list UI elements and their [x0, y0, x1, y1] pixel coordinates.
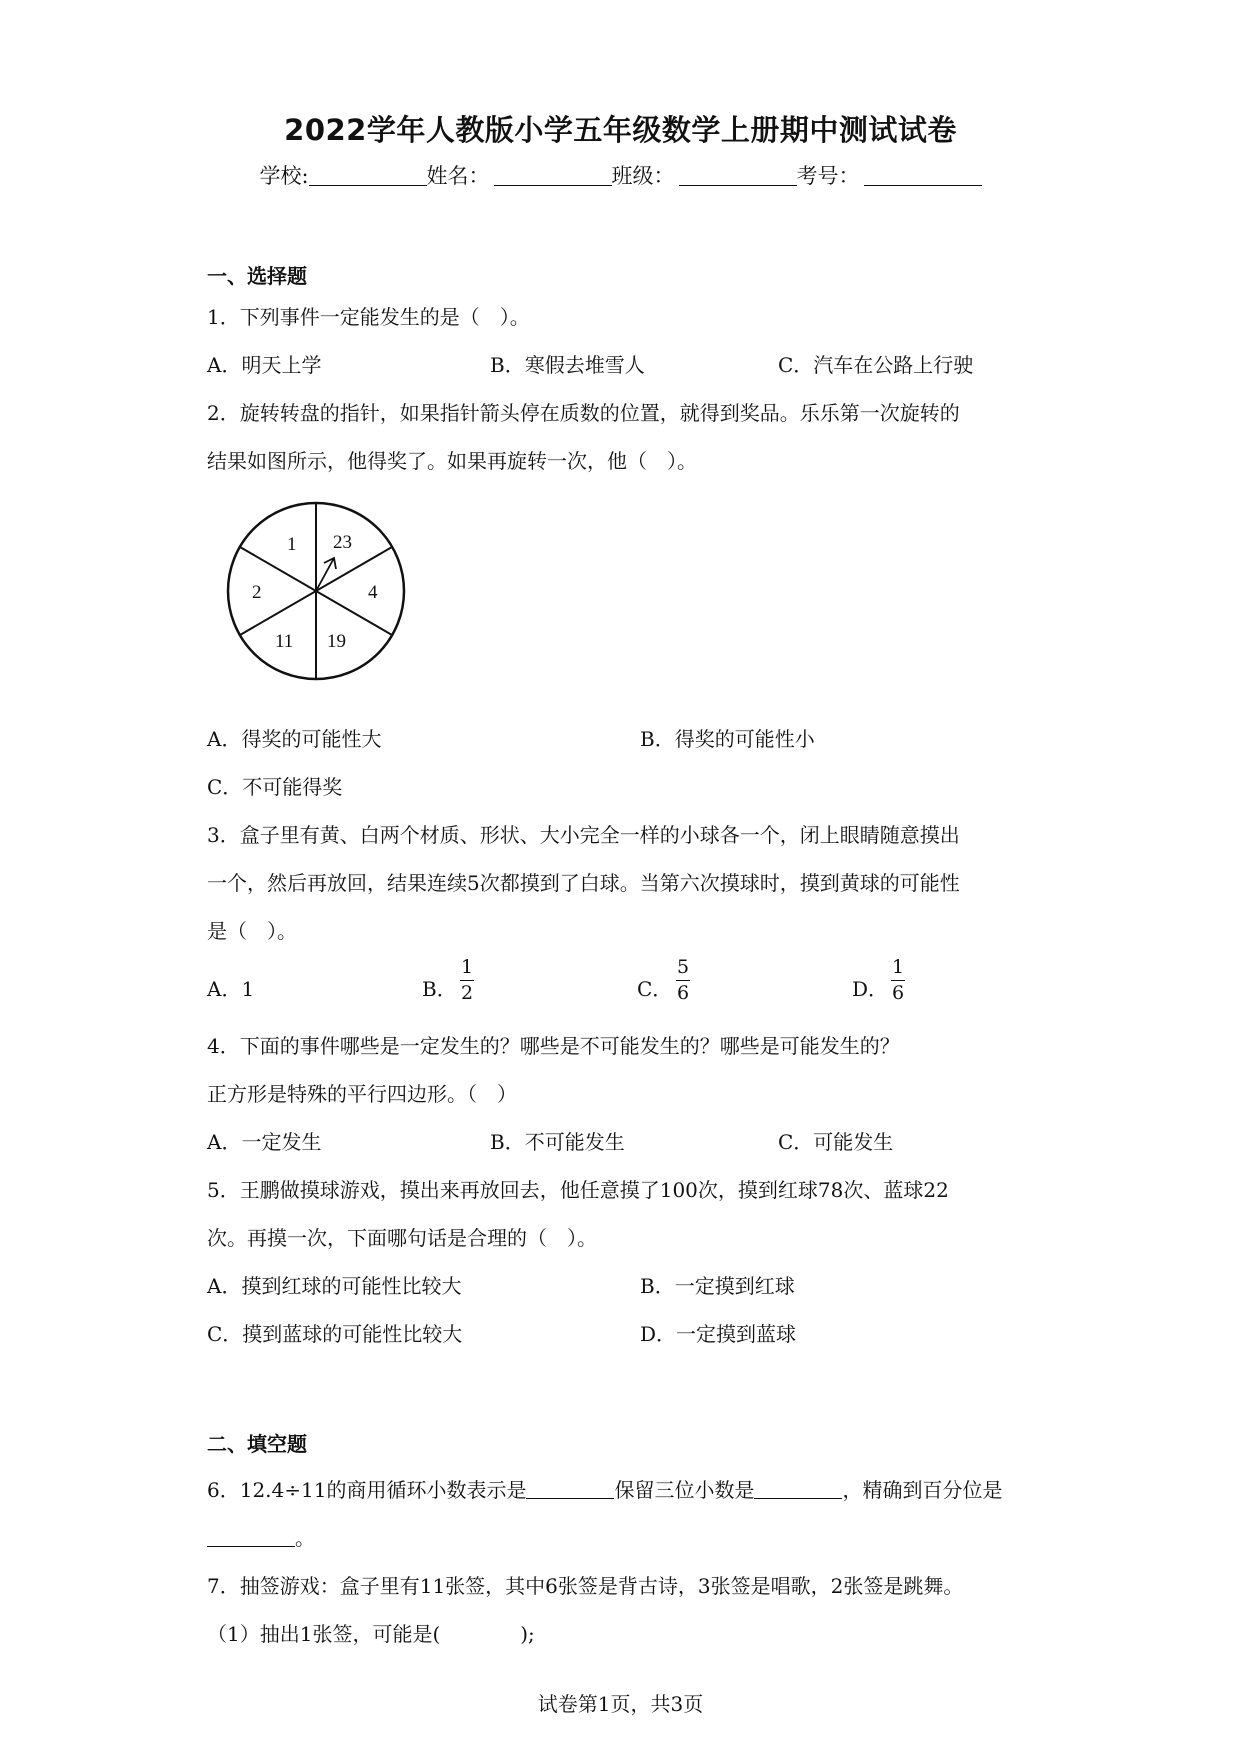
- page-footer: 试卷第1页，共3页: [537, 1692, 704, 1716]
- question-7-sub-1: （1）抽出1张签，可能是( );: [207, 1622, 535, 1646]
- spinner-figure: [225, 500, 407, 682]
- question-2-option-b: B．得奖的可能性小: [640, 727, 815, 751]
- question-4-option-a: A．一定发生: [207, 1130, 322, 1154]
- fraction-denominator: 6: [676, 982, 690, 1004]
- question-6-part-3: ，精确到百分位是: [842, 1478, 1003, 1502]
- student-info-line: [0, 160, 1241, 190]
- class-blank[interactable]: [679, 165, 797, 186]
- question-2-option-c: C．不可能得奖: [207, 775, 343, 799]
- exam-no-blank[interactable]: [864, 165, 982, 186]
- fraction-denominator: 6: [891, 982, 905, 1004]
- question-7-line-1: 7．抽签游戏：盒子里有11张签，其中6张签是背古诗，3张签是唱歌，2张签是跳舞。: [207, 1574, 964, 1598]
- question-3-option-c-fraction: [676, 958, 690, 1003]
- question-5-option-c: C．摸到蓝球的可能性比较大: [207, 1322, 463, 1346]
- question-5-option-b: B．一定摸到红球: [640, 1274, 795, 1298]
- fraction-numerator: 5: [676, 956, 690, 978]
- question-6-line-2: [207, 1522, 315, 1551]
- question-5-line-2: 次。再摸一次，下面哪句话是合理的（ ）。: [207, 1226, 597, 1250]
- question-1-text: 1．下列事件一定能发生的是（ ）。: [207, 305, 530, 329]
- question-2-line-2: 结果如图所示，他得奖了。如果再旋转一次，他（ ）。: [207, 449, 697, 473]
- question-3-option-d-label: D．: [852, 977, 889, 1001]
- question-1-option-c: C．汽车在公路上行驶: [778, 353, 974, 377]
- spinner-label-19: 19: [327, 631, 346, 652]
- class-label: 班级：: [611, 164, 675, 188]
- question-2-option-a: A．得奖的可能性大: [207, 727, 382, 751]
- question-5-option-d: D．一定摸到蓝球: [640, 1322, 797, 1346]
- question-3-line-1: 3．盒子里有黄、白两个材质、形状、大小完全一样的小球各一个，闭上眼睛随意摸出: [207, 823, 960, 847]
- question-6-blank-2[interactable]: [754, 1480, 842, 1499]
- fraction-denominator: 2: [460, 982, 474, 1004]
- question-6-blank-3[interactable]: [207, 1528, 295, 1547]
- page-title: 2022学年人教版小学五年级数学上册期中测试试卷: [284, 113, 957, 147]
- question-3-option-a: A．1: [207, 977, 255, 1001]
- school-label: 学校:: [259, 164, 309, 188]
- question-4-line-1: 4．下面的事件哪些是一定发生的？哪些是不可能发生的？哪些是可能发生的？: [207, 1034, 900, 1058]
- question-6-part-2: 保留三位小数是: [614, 1478, 755, 1502]
- name-label: 姓名：: [426, 164, 490, 188]
- question-3-line-2: 一个，然后再放回，结果连续5次都摸到了白球。当第六次摸球时，摸到黄球的可能性: [207, 871, 960, 895]
- spinner-label-23: 23: [333, 532, 352, 553]
- question-6-line-1: [207, 1474, 1002, 1503]
- question-4-option-c: C．可能发生: [778, 1130, 894, 1154]
- question-1-option-b: B．寒假去堆雪人: [490, 353, 645, 377]
- fraction-numerator: 1: [891, 956, 905, 978]
- fraction-numerator: 1: [460, 956, 474, 978]
- spinner-label-2: 2: [252, 582, 262, 603]
- section-heading-choice: 一、选择题: [207, 264, 307, 288]
- question-3-line-3: 是（ ）。: [207, 919, 297, 943]
- question-3-option-c-label: C．: [637, 977, 673, 1001]
- spinner-label-11: 11: [275, 631, 294, 652]
- question-2-line-1: 2．旋转转盘的指针，如果指针箭头停在质数的位置，就得到奖品。乐乐第一次旋转的: [207, 401, 960, 425]
- school-blank[interactable]: [309, 165, 427, 186]
- spinner-label-4: 4: [368, 582, 378, 603]
- name-blank[interactable]: [494, 165, 612, 186]
- question-6-blank-1[interactable]: [526, 1480, 614, 1499]
- exam-no-label: 考号：: [796, 164, 860, 188]
- question-5-line-1: 5．王鹏做摸球游戏，摸出来再放回去，他任意摸了100次，摸到红球78次、蓝球22: [207, 1178, 949, 1202]
- question-6-end: 。: [295, 1526, 315, 1550]
- spinner-label-1: 1: [287, 534, 297, 555]
- question-4-option-b: B．不可能发生: [490, 1130, 625, 1154]
- question-3-option-b-label: B．: [422, 977, 457, 1001]
- question-5-option-a: A．摸到红球的可能性比较大: [207, 1274, 462, 1298]
- question-1-option-a: A．明天上学: [207, 353, 322, 377]
- question-3-option-d-fraction: [891, 958, 905, 1003]
- section-heading-fill-blank: 二、填空题: [207, 1432, 307, 1456]
- question-4-line-2: 正方形是特殊的平行四边形。（ ）: [207, 1082, 517, 1106]
- question-3-option-b-fraction: [460, 958, 474, 1003]
- question-6-part-1: 6．12.4÷11的商用循环小数表示是: [207, 1478, 527, 1502]
